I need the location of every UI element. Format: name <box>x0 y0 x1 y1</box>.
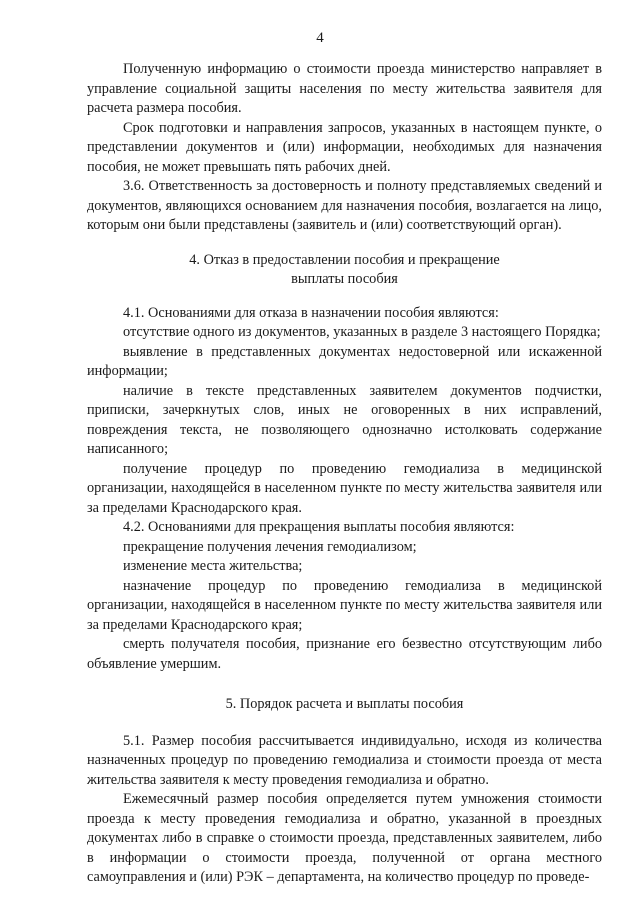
paragraph: Ежемесячный размер пособия определяется путем умножения стоимости проезда к месту проведения гемодиализа и обратно, указанной в проездных документах либо в справке о стоимости проезда, представленных заявителем, либо в информации о стоимости проезда, полученной от органа местного самоуправления и (или) РЭК – департамента, на количество процедур по проведе- <box>87 791 602 885</box>
paragraph: 5.1. Размер пособия рассчитывается индивидуально, исходя из количества назначенных процедур по проведению гемодиализа и стоимости проезда от места жительства заявителя к месту проведения гемодиализа и обратно. <box>87 732 602 788</box>
list-item: наличие в тексте представленных заявителем документов подчистки, приписки, зачеркнутых слов, иных не оговоренных в них исправлений, повреждения текста, не позволяющего однозначно истолковать содержание написанного; <box>87 382 602 457</box>
list-item: выявление в представленных документах недостоверной или искаженной информации; <box>87 343 602 379</box>
section-4-heading-line2: выплаты пособия <box>291 271 398 287</box>
paragraph: 4.1. Основаниями для отказа в назначении пособия являются: <box>123 304 499 321</box>
section-5-heading: 5. Порядок расчета и выплаты пособия <box>225 696 464 712</box>
document-body <box>87 60 602 888</box>
list-item: отсутствие одного из документов, указанных в разделе 3 настоящего Порядка; <box>123 324 601 340</box>
list-item: смерть получателя пособия, признание его безвестно отсутствующим либо объявление умершим. <box>87 636 602 672</box>
list-item: прекращение получения лечения гемодиализом; <box>123 538 417 555</box>
section-4-heading-line1: 4. Отказ в предоставлении пособия и прекращение <box>189 251 500 268</box>
list-item: получение процедур по проведению гемодиализа в медицинской организации, находящейся в населенном пункте по месту жительства заявителя или за пределами Краснодарского края. <box>87 460 602 516</box>
paragraph: Полученную информацию о стоимости проезда министерство направляет в управление социальной защиты населения по месту жительства заявителя для расчета размера пособия. <box>87 61 602 116</box>
section-4-heading <box>87 251 602 290</box>
list-item: назначение процедур по проведению гемодиализа в медицинской организации, находящейся в населенном пункте по месту жительства заявителя или за пределами Краснодарского края; <box>87 577 602 633</box>
paragraph: Срок подготовки и направления запросов, указанных в настоящем пункте, о представлении документов и (или) информации, необходимых для назначения пособия, не может превышать пять рабочих дней. <box>87 119 602 175</box>
list-item: изменение места жительства; <box>123 558 303 574</box>
paragraph: 4.2. Основаниями для прекращения выплаты пособия являются: <box>123 519 515 535</box>
page-number: 4 <box>316 30 324 46</box>
paragraph: 3.6. Ответственность за достоверность и полноту представляемых сведений и документов, являющихся основанием для назначения пособия, возлагается на лицо, которым они были представлены (заявитель и (или) соответствующий орган). <box>87 178 602 233</box>
